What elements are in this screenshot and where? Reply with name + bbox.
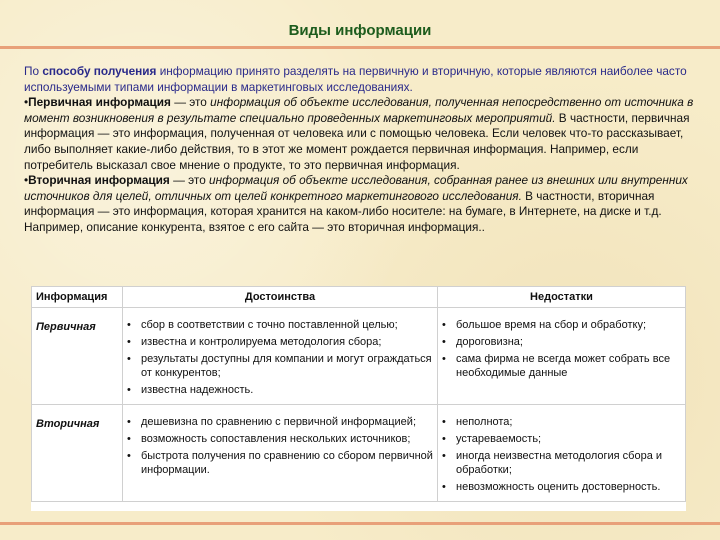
header-cons: Недостатки — [438, 287, 686, 308]
row-pros — [123, 405, 438, 502]
list-item: • невозможность оценить достоверность. — [442, 480, 681, 494]
list-item: • дешевизна по сравнению с первичной информацией; — [127, 415, 433, 429]
intro-prefix: По — [24, 64, 43, 78]
top-divider — [0, 46, 720, 49]
row-cons — [438, 405, 686, 502]
primary-term: Первичная информация — [28, 95, 171, 110]
primary-rest: В частности, первичная информация — это информация, полученная от человека или с помощью человека. Если человек что-то рассказывает, либо выполняет какие-либо действия, то в этот же момент рождается первичная информация. Например, если потребитель высказал свое мнение о продукте, то это первичная информация. — [24, 110, 690, 172]
primary-definition: информация об объекте исследования, полученная непосредственно от источника в момент возникновения в результате специально проведенных маркетинговых мероприятий. — [24, 95, 694, 125]
header-pros: Достоинства — [123, 287, 438, 308]
list-item: • дороговизна; — [442, 335, 681, 349]
intro-bold: способу получения — [42, 64, 157, 78]
comparison-table-wrapper — [31, 286, 686, 511]
list-item: • известна надежность. — [127, 383, 433, 397]
list-item: • устареваемость; — [442, 432, 681, 446]
row-type: Первичная — [32, 308, 123, 405]
header-info: Информация — [32, 287, 123, 308]
secondary-bullet: • — [24, 173, 29, 188]
list-item: • сбор в соответствии с точно поставленной целью; — [127, 318, 433, 332]
list-item: • быстрота получения по сравнению со сбором первичной информации. — [127, 449, 433, 477]
list-item: • иногда неизвестна методология сбора и обработки; — [442, 449, 681, 477]
secondary-rest: В частности, вторичная информация — это информация, которая хранится на каком-либо носителе: на бумаге, в Интернете, на диске и т.д. Например, описание конкурента, взятое с его сайта — это вторичная информация.. — [24, 188, 662, 234]
primary-paragraph — [24, 95, 696, 173]
secondary-term: Вторичная информация — [28, 173, 170, 188]
secondary-definition: информация об объекте исследования, собранная ранее из внешних или внутренних источников для целей, отличных от целей конкретного маркетингового исследования. — [24, 173, 688, 203]
list-item: • известна и контролируема методология сбора; — [127, 335, 433, 349]
page-title: Виды информации — [288, 22, 432, 39]
row-pros — [123, 308, 438, 405]
list-item: • большое время на сбор и обработку; — [442, 318, 681, 332]
row-cons — [438, 308, 686, 405]
table-header-row — [32, 287, 686, 308]
row-type: Вторичная — [32, 405, 123, 502]
list-item: • возможность сопоставления нескольких источников; — [127, 432, 433, 446]
list-item: • неполнота; — [442, 415, 681, 429]
intro-rest: информацию принято разделять на первичную и вторичную, которые являются наиболее часто используемыми типами информации в маркетинговых исследованиях. — [24, 64, 687, 94]
list-item: • результаты доступны для компании и могут ограждаться от конкурентов; — [127, 352, 433, 380]
bottom-divider — [0, 522, 720, 525]
table-row — [32, 308, 686, 405]
secondary-paragraph — [24, 173, 696, 235]
primary-dash: — это — [170, 95, 211, 110]
intro-paragraph — [24, 64, 696, 95]
list-item: • сама фирма не всегда может собрать все необходимые данные — [442, 352, 681, 380]
primary-bullet: • — [24, 95, 29, 110]
secondary-dash: — это — [169, 173, 210, 188]
comparison-table — [31, 286, 686, 502]
body-text — [24, 64, 696, 236]
table-row — [32, 405, 686, 502]
